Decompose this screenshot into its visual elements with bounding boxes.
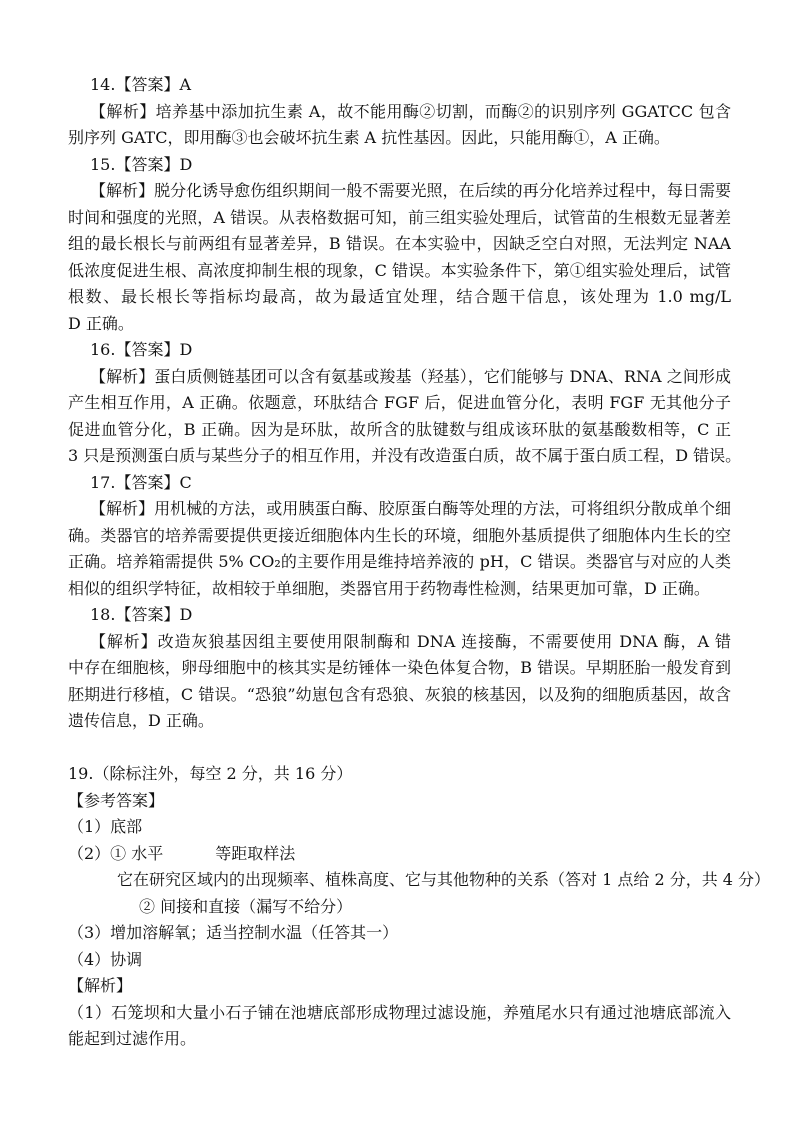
analysis-line: 胚期进行移植，C 错误。“恐狼”幼崽包含有恐狼、灰狼的核基因，以及狗的细胞质基因，故含 (68, 684, 731, 704)
answer-heading: 16.【答案】D (90, 340, 193, 359)
answer-heading: 14.【答案】A (90, 75, 192, 94)
analysis-line: 产生相互作用，A 正确。依题意，环肽结合 FGF 后，促进血管分化，表明 FGF 无其他分子 (68, 393, 731, 412)
analysis-line: （1）石笼坝和大量小石子铺在池塘底部形成物理过滤设施，养殖尾水只有通过池塘底部流入 (68, 1002, 731, 1022)
analysis-line: 遗传信息，D 正确。 (68, 711, 214, 730)
answer-1: （1）底部 (68, 817, 143, 836)
answer-2-level: （2）① 水平 (68, 843, 164, 863)
analysis-line: 相似的组织学特征，故相较于单细胞，类器官用于药物毒性检测，结果更加可靠，D 正确。 (68, 578, 710, 598)
answer-item (68, 470, 731, 603)
answer-item (68, 337, 742, 470)
analysis-line: 3 只是预测蛋白质与某些分子的相互作用，并没有改造蛋白质，故不属于蛋白质工程，D 错误。 (68, 446, 742, 465)
answer-item (68, 152, 731, 338)
q19-heading: 19.（除标注外，每空 2 分，共 16 分） (68, 764, 353, 783)
answer-item (68, 602, 731, 735)
answer-heading: 15.【答案】D (90, 154, 193, 174)
analysis-line: 促进血管分化，B 正确。因为是环肽，故所含的肽键数与组成该环肽的氨基酸数相等，C 正 (68, 419, 731, 439)
answer-item (68, 72, 731, 152)
answer-document (68, 72, 771, 1053)
answer-heading: 18.【答案】D (90, 605, 193, 624)
answer-2-note: 它在研究区域内的出现频率、植株高度、它与其他物种的关系（答对 1 点给 2 分，共 4 分） (117, 870, 771, 889)
analysis-line: 【解析】改造灰狼基因组主要使用限制酶和 DNA 连接酶，不需要使用 DNA 酶，A 错 (90, 631, 731, 651)
answer-2-sub2: ② 间接和直接（漏写不给分） (139, 896, 353, 916)
analysis-line: 【解析】蛋白质侧链基团可以含有氨基或羧基（羟基），它们能够与 DNA、RNA 之间形成 (90, 366, 731, 386)
reference-answer-label: 【参考答案】 (68, 790, 165, 810)
answer-heading: 17.【答案】C (90, 472, 192, 492)
answer-2 (68, 841, 731, 868)
analysis-line: 【解析】用机械的方法，或用胰蛋白酶、胶原蛋白酶等处理的方法，可将组织分散成单个细 (90, 499, 731, 518)
analysis-line: 正确。培养箱需提供 5% CO₂的主要作用是维持培养液的 pH，C 错误。类器官与对应的人类 (68, 552, 731, 571)
analysis-line: 根数、最长根长等指标均最高，故为最适宜处理，结合题干信息，该处理为 1.0 mg/L (68, 287, 731, 306)
analysis-line: 别序列 GATC，即用酶③也会破坏抗生素 A 抗性基因。因此，只能用酶①，A 正确。 (68, 128, 670, 147)
answer-2-method: 等距取样法 (215, 843, 296, 863)
analysis-line: 【解析】培养基中添加抗生素 A，故不能用酶②切割，而酶②的识别序列 GGATCC 包含 (90, 101, 731, 121)
analysis-line: 组的最长根长与前两组有显著差异，B 错误。在本实验中，因缺乏空白对照，无法判定 NAA (68, 234, 731, 253)
analysis-line: 时间和强度的光照，A 错误。从表格数据可知，前三组实验处理后，试管苗的生根数无显著差 (68, 207, 731, 227)
answer-4: （4）协调 (68, 949, 143, 969)
question-19 (68, 761, 771, 1053)
answer-3: （3）增加溶解氧；适当控制水温（任答其一） (68, 923, 399, 942)
analysis-line: 中存在细胞核，卵母细胞中的核其实是纺锤体一染色体复合物，B 错误。早期胚胎一般发育到 (68, 658, 731, 677)
analysis-label: 【解析】 (68, 976, 133, 995)
analysis-line: 低浓度促进生根、高浓度抑制生根的现象，C 错误。本实验条件下，第①组实验处理后，试管 (68, 260, 731, 280)
analysis-line: 能起到过滤作用。 (68, 1029, 197, 1048)
analysis-line: D 正确。 (68, 313, 134, 333)
analysis-line: 确。类器官的培养需要提供更接近细胞体内生长的环境，细胞外基质提供了细胞体内生长的空 (68, 525, 731, 545)
analysis-line: 【解析】脱分化诱导愈伤组织期间一般不需要光照，在后续的再分化培养过程中，每日需要 (90, 181, 731, 200)
